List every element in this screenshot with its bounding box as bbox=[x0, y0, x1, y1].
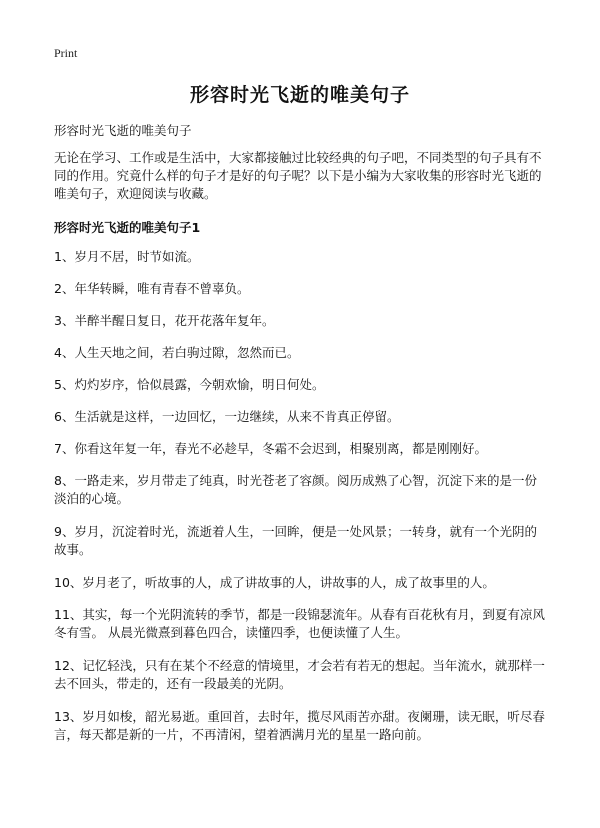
print-link[interactable]: Print bbox=[54, 46, 78, 60]
list-item: 13、岁月如梭，韶光易逝。重回首，去时年，揽尽风雨苦亦甜。夜阑珊，读无眠，听尽春言，每天都是新的一片，不再清闲，望着洒满月光的星星一路向前。 bbox=[54, 709, 545, 742]
list-item: 8、一路走来，岁月带走了纯真，时光苍老了容颜。阅历成熟了心智，沉淀下来的是一份淡泊的心境。 bbox=[54, 473, 537, 506]
intro-paragraph: 无论在学习、工作或是生活中，大家都接触过比较经典的句子吧，不同类型的句子具有不同的作用。究竟什么样的句子才是好的句子呢？以下是小编为大家收集的形容时光飞逝的唯美句子，欢迎阅读与收藏。 bbox=[54, 150, 542, 201]
sentence-list bbox=[54, 248, 548, 759]
list-item: 11、其实，每一个光阴流转的季节，都是一段锦瑟流年。从春有百花秋有月，到夏有凉风冬有雪。 从晨光微熹到暮色四合，读懂四季，也便读懂了人生。 bbox=[54, 607, 545, 640]
section-heading: 形容时光飞逝的唯美句子1 bbox=[54, 220, 201, 235]
list-item: 5、灼灼岁序，恰似晨露，今朝欢愉，明日何处。 bbox=[54, 377, 325, 392]
article-subtitle: 形容时光飞逝的唯美句子 bbox=[54, 123, 192, 138]
list-item: 4、人生天地之间，若白驹过隙，忽然而已。 bbox=[54, 345, 300, 360]
list-item: 1、岁月不居，时节如流。 bbox=[54, 249, 200, 264]
list-item: 7、你看这年复一年，春光不必趁早，冬霜不会迟到，相聚别离，都是刚刚好。 bbox=[54, 441, 487, 456]
list-item: 10、岁月老了，听故事的人，成了讲故事的人，讲故事的人，成了故事里的人。 bbox=[54, 575, 495, 590]
list-item: 12、记忆轻浅，只有在某个不经意的情境里，才会若有若无的想起。当年流水，就那样一去不回头，带走的，还有一段最美的光阴。 bbox=[54, 658, 545, 691]
list-item: 3、半醉半醒日复日，花开花落年复年。 bbox=[54, 313, 275, 328]
list-item: 6、生活就是这样，一边回忆，一边继续，从来不肯真正停留。 bbox=[54, 409, 400, 424]
list-item: 2、年华转瞬，唯有青春不曾辜负。 bbox=[54, 281, 250, 296]
page-title: 形容时光飞逝的唯美句子 bbox=[189, 84, 410, 106]
list-item: 9、岁月，沉淀着时光，流逝着人生，一回眸，便是一处风景；一转身，就有一个光阴的故事。 bbox=[54, 524, 537, 557]
